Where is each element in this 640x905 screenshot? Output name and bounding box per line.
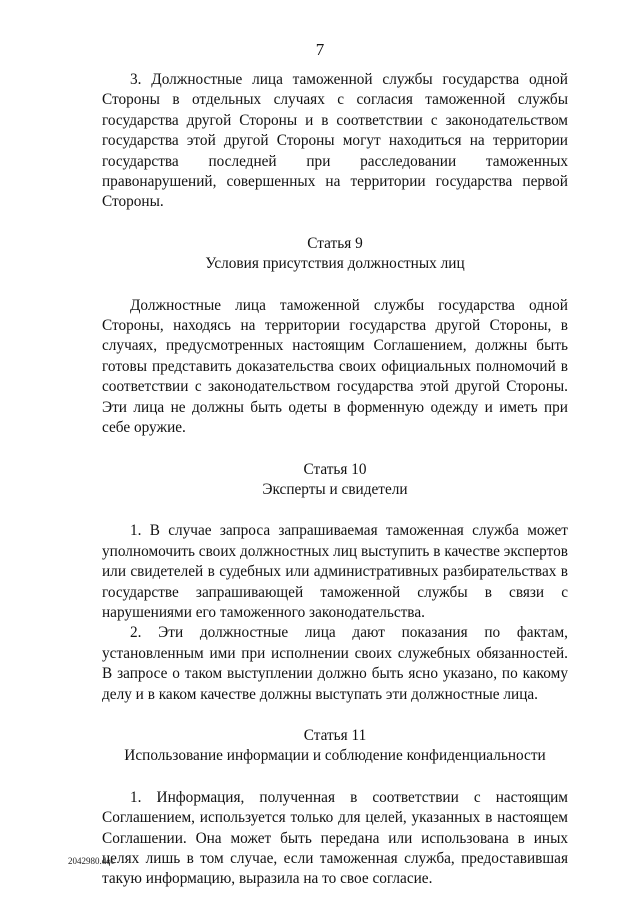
document-body — [102, 70, 568, 890]
paragraph-art10-item2: 2. Эти должностные лица дают показания по фактам, установленным ими при исполнении своих служебных обязанностей. В запросе о таком выступлении должно быть ясно указано, по какому делу и в каком качестве должны выступать эти должностные лица. — [102, 624, 568, 703]
article-10-title: Эксперты и свидетели — [262, 480, 408, 498]
article-11-number: Статья 11 — [303, 726, 367, 744]
article-10-number: Статья 10 — [303, 460, 367, 478]
footer-filename: 2042980.doc — [68, 856, 115, 866]
paragraph-art9: Должностные лица таможенной службы государства одной Стороны, находясь на территории государства другой Стороны, в случаях, предусмотренных настоящим Соглашением, должны быть готовы представить доказательства своих официальных полномочий в соответствии с законодательством государства этой другой Стороны. Эти лица не должны быть одеты в форменную одежду и иметь при себе оружие. — [102, 296, 568, 437]
article-9-heading — [102, 234, 568, 275]
paragraph-art11-item1: 1. Информация, полученная в соответствии с настоящим Соглашением, используется только для целей, указанных в настоящем Соглашении. Она может быть передана или использована в иных целях лишь в том случае, если таможенная служба, предоставившая такую информацию, выразила на то свое согласие. — [102, 788, 568, 888]
paragraph-art8-item3: 3. Должностные лица таможенной службы государства одной Стороны в отдельных случаях с согласия таможенной службы государства другой Стороны и в соответствии с законодательством государства этой другой Стороны могут находиться на территории государства последней при расследовании таможенных правонарушений, совершенных на территории государства первой Стороны. — [102, 71, 568, 211]
article-11-heading — [102, 726, 568, 767]
page-number: 7 — [315, 40, 325, 59]
article-11-title: Использование информации и соблюдение конфиденциальности — [124, 747, 546, 765]
article-9-number: Статья 9 — [307, 234, 363, 252]
article-10-heading — [102, 460, 568, 501]
article-9-title: Условия присутствия должностных лиц — [205, 255, 465, 273]
paragraph-art10-item1: 1. В случае запроса запрашиваемая таможенная служба может уполномочить своих должностных лиц выступить в качестве экспертов или свидетелей в судебных или административных разбирательствах в государстве запрашивающей таможенной службы в связи с нарушениями его таможенного законодательства. — [102, 522, 568, 621]
